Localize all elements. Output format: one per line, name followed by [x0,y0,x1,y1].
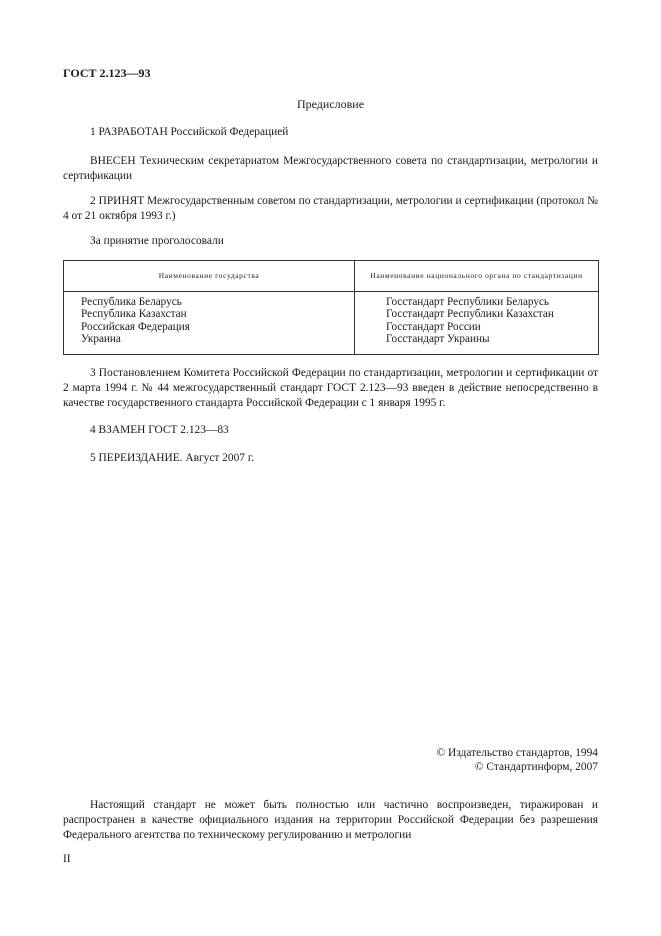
table-header-body: Наименование национального органа по стандартизации [355,261,599,292]
standards-body-name: Госстандарт Республики Беларусь [386,296,550,308]
table-header-row [64,261,599,292]
member-states-table [63,260,599,355]
copyright-standartinform: © Стандартинформ, 2007 [474,761,598,773]
introduced-paragraph: ВНЕСЕН Техническим секретариатом Межгосударственного совета по стандартизации, метрологии и сертификации [63,155,598,182]
copyright-publisher: © Издательство стандартов, 1994 [436,747,598,759]
state-name: Республика Беларусь [81,296,182,308]
standards-body-name: Госстандарт Украины [386,332,490,345]
bodies-column [355,292,599,355]
reproduction-notice: Настоящий стандарт не может быть полностью или частично воспроизведен, тиражирован и распространен в качестве официального издания на территории Российской Федерации без разрешения Федерального агентства по техническому регулированию и метрологии [63,799,598,841]
state-name: Российская Федерация [81,320,190,333]
standards-body-name: Госстандарт России [386,320,481,333]
page-number: II [63,853,71,865]
developed-paragraph: 1 РАЗРАБОТАН Российской Федерацией [90,126,289,138]
adopted-paragraph: 2 ПРИНЯТ Межгосударственным советом по стандартизации, метрологии и сертификации (протокол № 4 от 21 октября 1993 г.) [63,195,598,222]
standards-body-name: Госстандарт Республики Казахстан [386,308,554,321]
state-name: Республика Казахстан [81,308,187,321]
voted-paragraph: За принятие проголосовали [90,235,224,247]
foreword-title: Предисловие [296,97,365,111]
table-row [64,292,599,355]
document-code-header: ГОСТ 2.123—93 [63,66,151,80]
reissue-paragraph: 5 ПЕРЕИЗДАНИЕ. Август 2007 г. [90,452,255,464]
decree-paragraph: 3 Постановлением Комитета Российской Федерации по стандартизации, метрологии и сертификации от 2 марта 1994 г. № 44 межгосударственный стандарт ГОСТ 2.123—93 введен в действие непосредственно в качестве государственного стандарта Российской Федерации с 1 января 1995 г. [63,367,598,409]
replaces-paragraph: 4 ВЗАМЕН ГОСТ 2.123—83 [90,424,229,436]
states-column [64,292,355,355]
state-name: Украина [81,332,121,345]
table-header-state: Наименование государства [64,261,355,292]
